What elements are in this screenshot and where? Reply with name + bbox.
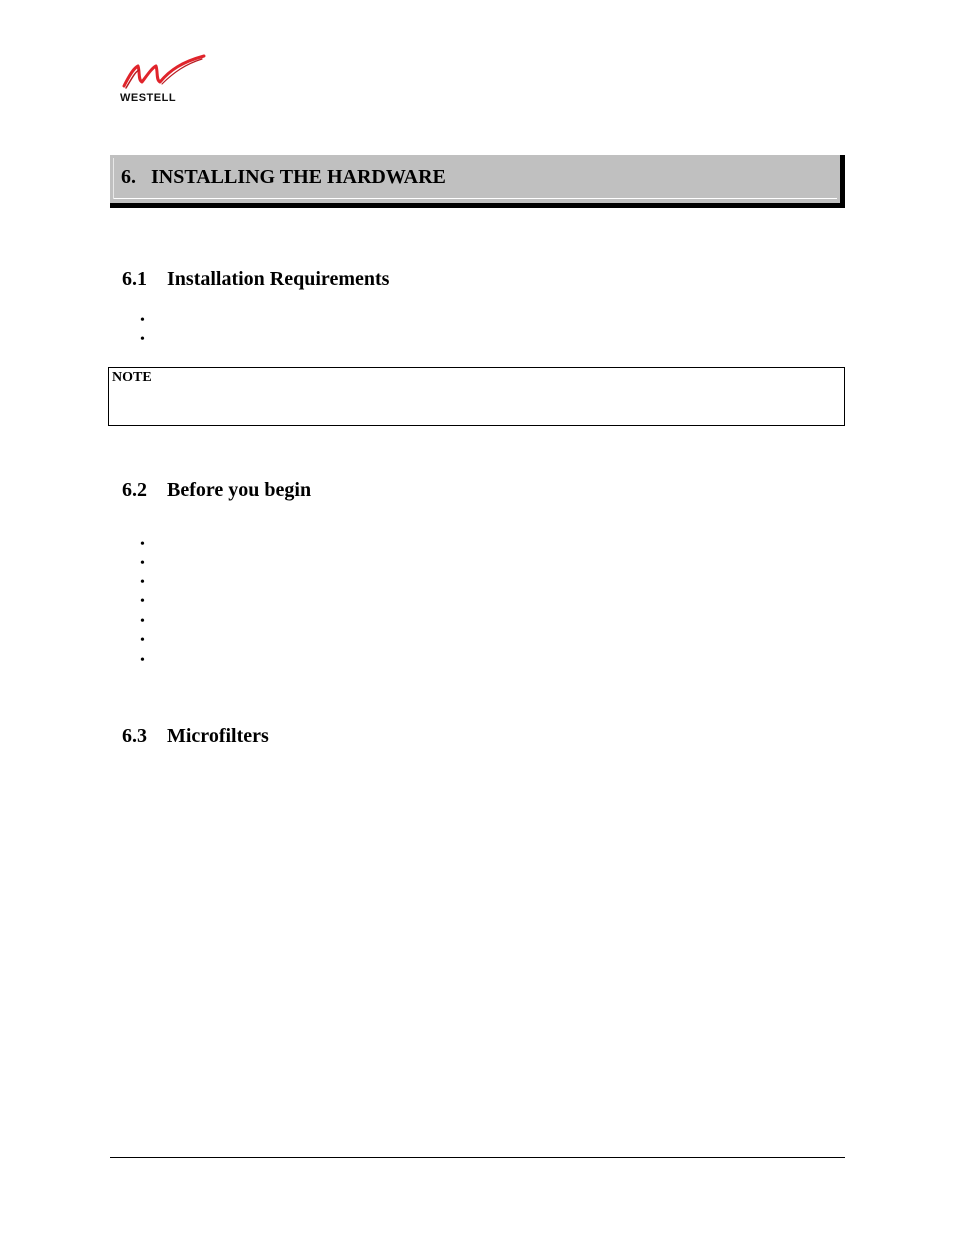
chapter-banner	[110, 155, 845, 208]
list-bullet: •	[140, 332, 145, 347]
section-title: Before you begin	[167, 479, 312, 501]
section-heading-installation-requirements	[112, 243, 389, 291]
section-heading-before-you-begin	[112, 454, 311, 502]
note-box	[108, 367, 845, 426]
list-bullet: •	[140, 313, 145, 328]
list-bullet: •	[140, 575, 145, 590]
westell-w-logo-icon	[118, 54, 208, 94]
list-bullet: •	[140, 594, 145, 609]
section-title: Installation Requirements	[167, 268, 390, 290]
section-title: Microfilters	[167, 725, 269, 747]
list-bullet: •	[140, 537, 145, 552]
note-label: NOTE	[112, 370, 152, 385]
banner-shadow-right	[840, 155, 845, 208]
section-number: 6.3	[122, 725, 147, 747]
banner-shadow-bottom	[110, 203, 845, 208]
section-number: 6.1	[122, 268, 147, 290]
banner-inner-line-left	[113, 158, 114, 199]
logo-wordmark: WESTELL	[120, 92, 177, 104]
banner-inner-line	[113, 198, 837, 199]
westell-logo	[118, 54, 208, 108]
list-bullet: •	[140, 653, 145, 668]
section-heading-microfilters	[112, 700, 269, 748]
list-bullet: •	[140, 614, 145, 629]
list-bullet: •	[140, 556, 145, 571]
chapter-title: 6. INSTALLING THE HARDWARE	[121, 166, 446, 188]
list-bullet: •	[140, 633, 145, 648]
footer-rule	[110, 1157, 845, 1158]
section-number: 6.2	[122, 479, 147, 501]
